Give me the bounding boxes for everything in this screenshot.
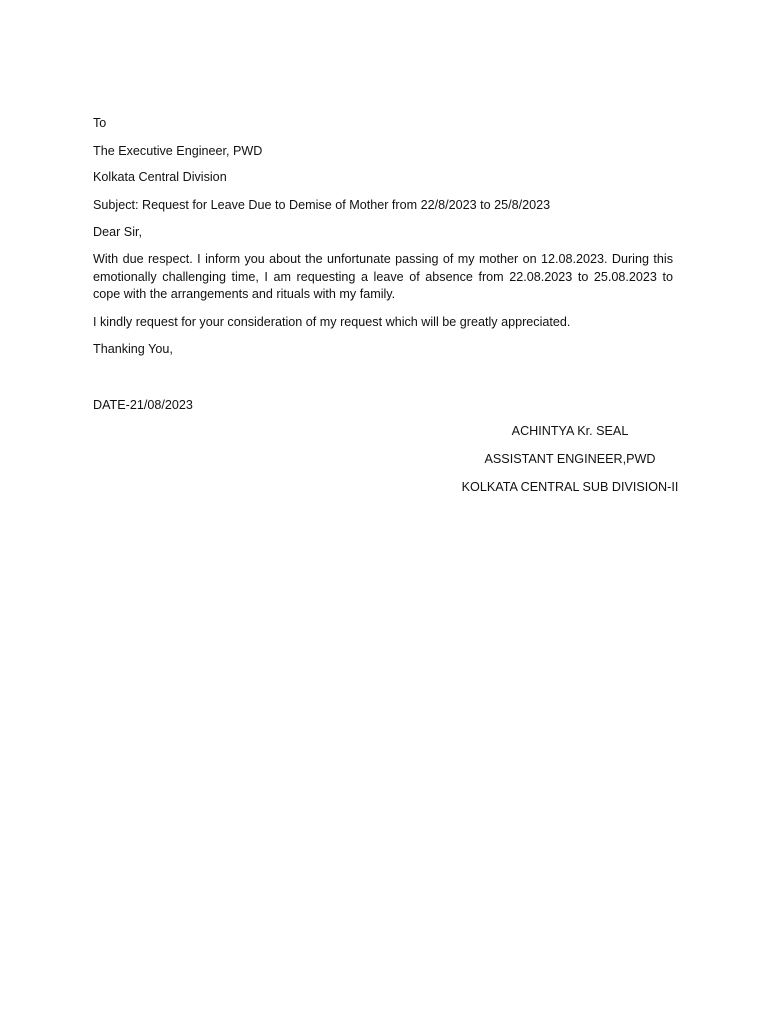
closing: Thanking You, bbox=[93, 342, 173, 356]
signatory-designation: ASSISTANT ENGINEER,PWD bbox=[484, 452, 656, 466]
signatory-name: ACHINTYA Kr. SEAL bbox=[511, 424, 629, 438]
signatory-office: KOLKATA CENTRAL SUB DIVISION-II bbox=[461, 480, 679, 494]
greeting: Dear Sir, bbox=[93, 225, 142, 239]
recipient-office: Kolkata Central Division bbox=[93, 170, 227, 184]
letter-date: DATE-21/08/2023 bbox=[93, 398, 193, 412]
recipient-title: The Executive Engineer, PWD bbox=[93, 144, 263, 158]
to-label: To bbox=[93, 116, 107, 130]
body-paragraph-2: I kindly request for your consideration of my request which will be greatly appreciated. bbox=[93, 315, 571, 329]
subject-line: Subject: Request for Leave Due to Demise of Mother from 22/8/2023 to 25/8/2023 bbox=[93, 198, 551, 212]
body-paragraph-1: With due respect. I inform you about the unfortunate passing of my mother on 12.08.2023. During this emotionally challenging time, I am requesting a leave of absence from 22.08.2023 to 25.08.2023 to cope with the arrangements and rituals with my family. bbox=[93, 252, 673, 301]
